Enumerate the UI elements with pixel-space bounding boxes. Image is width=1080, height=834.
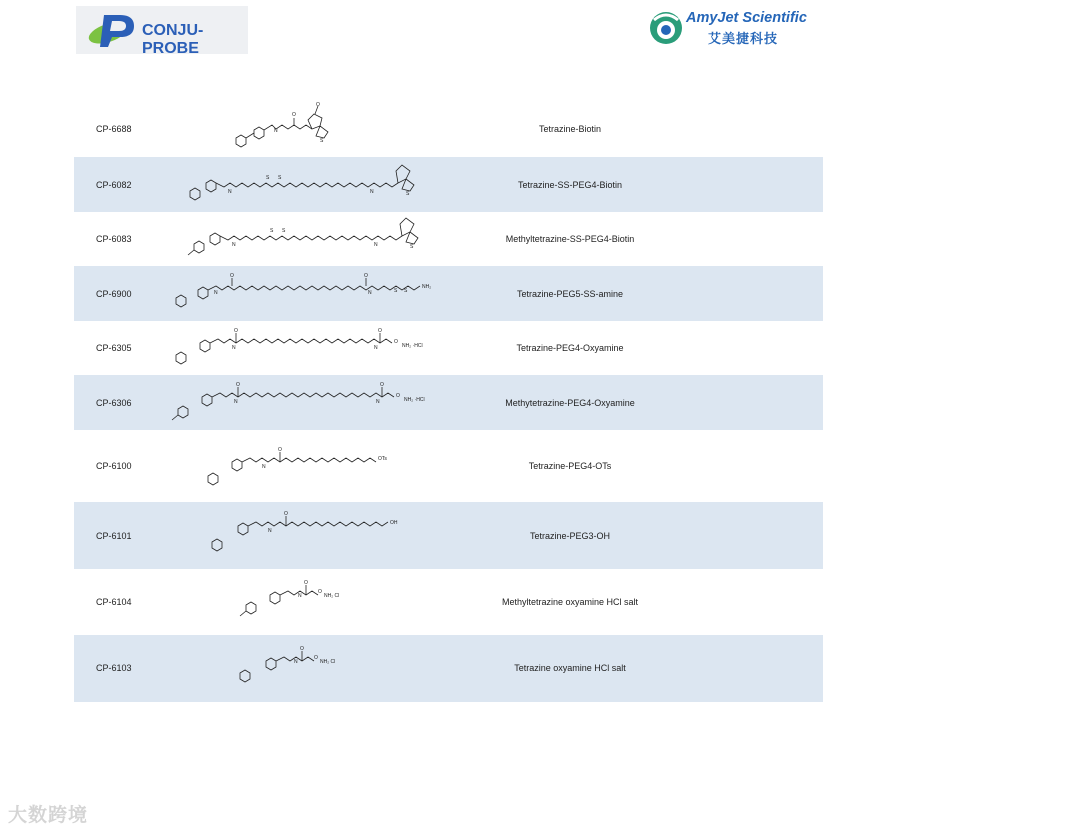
svg-text:N: N	[374, 345, 378, 351]
svg-text:O: O	[230, 273, 234, 279]
svg-text:OH: OH	[390, 520, 398, 526]
svg-text:O: O	[284, 511, 288, 517]
svg-text:NH₂ Cl: NH₂ Cl	[320, 659, 336, 665]
svg-text:O: O	[396, 393, 400, 399]
svg-text:N: N	[370, 189, 374, 195]
svg-text:O: O	[314, 655, 318, 661]
svg-text:S: S	[410, 244, 414, 250]
svg-text:O: O	[236, 382, 240, 388]
svg-text:S: S	[266, 175, 270, 181]
svg-text:O: O	[304, 580, 308, 586]
product-code: CP-6082	[96, 180, 132, 190]
product-name: Methytetrazine-PEG4-Oxyamine	[505, 398, 635, 408]
table-row	[74, 102, 823, 157]
svg-text:O: O	[292, 112, 296, 118]
product-name: Tetrazine-PEG3-OH	[529, 531, 611, 541]
table-row	[74, 502, 823, 569]
svg-text:O: O	[380, 382, 384, 388]
product-code: CP-6305	[96, 343, 132, 353]
svg-text:N: N	[228, 189, 232, 195]
svg-text:N: N	[232, 242, 236, 248]
structure-image	[170, 212, 430, 266]
product-name: Tetrazine-SS-PEG4-Biotin	[517, 180, 623, 190]
svg-text:O: O	[234, 328, 238, 334]
svg-text:O: O	[364, 273, 368, 279]
svg-text:O: O	[316, 102, 320, 108]
product-code: CP-6306	[96, 398, 132, 408]
table-row	[74, 266, 823, 321]
table-row	[74, 569, 823, 635]
svg-text:O: O	[300, 646, 304, 652]
product-name: Tetrazine-PEG5-SS-amine	[516, 289, 624, 299]
svg-text:N: N	[234, 399, 238, 405]
conju-probe-logo-text: CONJU-PROBE	[142, 22, 204, 57]
svg-text:N: N	[368, 290, 372, 296]
product-code: CP-6100	[96, 461, 132, 471]
svg-text:N: N	[232, 345, 236, 351]
structure-image	[170, 157, 430, 212]
table-row	[74, 635, 823, 702]
product-code: CP-6900	[96, 289, 132, 299]
svg-text:O: O	[318, 589, 322, 595]
product-code: CP-6688	[96, 124, 132, 134]
product-code: CP-6104	[96, 597, 132, 607]
svg-text:N: N	[262, 464, 266, 470]
svg-text:S: S	[270, 228, 274, 234]
svg-text:S: S	[278, 175, 282, 181]
product-code: CP-6103	[96, 663, 132, 673]
svg-text:NH₂ ·HCl: NH₂ ·HCl	[404, 397, 425, 403]
amyjet-logo-chinese-text: 艾美捷科技	[708, 31, 779, 46]
svg-text:O: O	[378, 328, 382, 334]
product-code: CP-6101	[96, 531, 132, 541]
structure-image	[170, 375, 450, 430]
product-name: Tetrazine-Biotin	[538, 124, 602, 134]
svg-text:N: N	[374, 242, 378, 248]
svg-text:NH₂ ·HCl: NH₂ ·HCl	[402, 343, 423, 349]
svg-text:S: S	[406, 191, 410, 197]
structure-image	[170, 266, 450, 321]
table-row	[74, 212, 823, 266]
product-name: Tetrazine-PEG4-Oxyamine	[516, 343, 624, 353]
svg-text:N: N	[268, 528, 272, 534]
svg-text:NH₂ Cl: NH₂ Cl	[324, 593, 340, 599]
svg-text:N: N	[376, 399, 380, 405]
structure-image	[170, 430, 430, 502]
product-name: Methyltetrazine-SS-PEG4-Biotin	[505, 234, 635, 244]
structure-image	[170, 102, 390, 157]
structure-image	[170, 569, 390, 635]
structure-image	[170, 635, 390, 702]
svg-text:S: S	[320, 138, 324, 144]
watermark: 大数跨境	[8, 805, 89, 826]
svg-text:S: S	[404, 288, 408, 294]
svg-text:N: N	[294, 659, 298, 665]
svg-text:OTs: OTs	[378, 456, 387, 462]
table-row	[74, 157, 823, 212]
table-row	[74, 430, 823, 502]
svg-text:O: O	[278, 447, 282, 453]
svg-text:O: O	[394, 339, 398, 345]
table-row	[74, 321, 823, 375]
conju-probe-logo	[76, 6, 248, 57]
svg-text:S: S	[282, 228, 286, 234]
product-name: Tetrazine-PEG4-OTs	[528, 461, 612, 471]
svg-text:N: N	[298, 593, 302, 599]
svg-text:NH₂: NH₂	[422, 284, 432, 290]
svg-text:S: S	[394, 288, 398, 294]
amyjet-logo-icon	[648, 10, 684, 46]
amyjet-logo-text: AmyJet Scientific	[686, 10, 807, 26]
amyjet-logo	[648, 8, 828, 50]
product-name: Tetrazine oxyamine HCl salt	[514, 663, 626, 673]
conju-probe-logo-icon	[86, 11, 142, 49]
structure-image	[170, 321, 450, 375]
svg-text:N: N	[214, 290, 218, 296]
svg-text:N: N	[274, 128, 278, 134]
table-row	[74, 375, 823, 430]
product-name: Methyltetrazine oxyamine HCl salt	[501, 597, 639, 607]
structure-image	[170, 502, 430, 569]
product-code: CP-6083	[96, 234, 132, 244]
